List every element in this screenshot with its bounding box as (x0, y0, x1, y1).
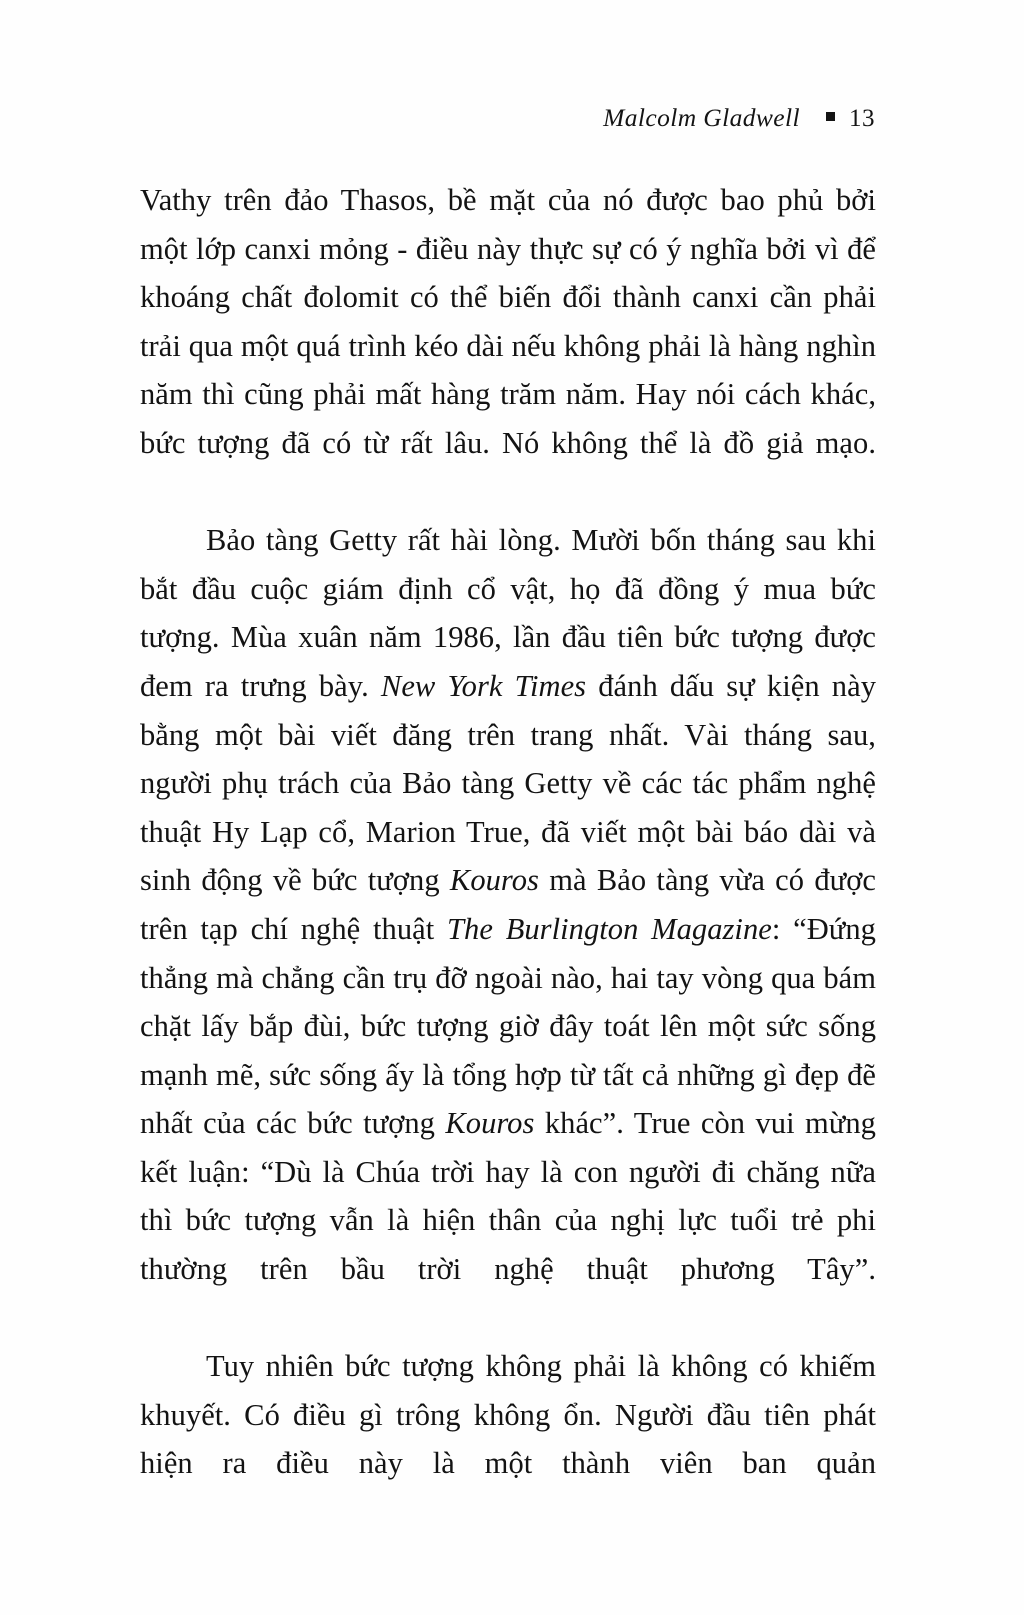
text-run: : “Đứng thẳng mà chẳng cần trụ đỡ ngoài nào, hai tay vòng qua bám chặt lấy bắp đùi, bức tượng giờ đây toát lên một sức sống mạnh mẽ, sức sống ấy là tổng hợp từ tất cả những gì đẹp đẽ nhất của các bức tượng (140, 911, 876, 1141)
text-run: Bảo tàng Getty rất hài lòng. Mười bốn tháng sau khi bắt đầu cuộc giám định cổ vật, họ đã đồng ý mua bức tượng. Mùa xuân năm 1986, lần đầu tiên bức tượng được đem ra trưng bày. (140, 523, 876, 703)
italic-title: Kouros (445, 1106, 535, 1141)
text-run: Tuy nhiên bức tượng không phải là không có khiếm khuyết. Có điều gì trông không ổn. Người đầu tiên phát hiện ra điều này là một thành viên ban quản (140, 1349, 876, 1481)
running-header (140, 103, 875, 143)
text-run: đánh dấu sự kiện này bằng một bài viết đăng trên trang nhất. Vài tháng sau, người phụ trách của Bảo tàng Getty về các tác phẩm nghệ thuật Hy Lạp cổ, Marion True, đã viết một bài báo dài và sinh động về bức tượng (140, 668, 876, 898)
paragraph-2 (140, 516, 876, 1342)
paragraph-3 (140, 1342, 876, 1536)
text-run: khác”. True còn vui mừng kết luận: “Dù là Chúa trời hay là con người đi chăng nữa thì bức tượng vẫn là hiện thân của nghị lực tuổi trẻ phi thường trên bầu trời nghệ thuật phương Tây”. (140, 1106, 876, 1287)
square-bullet-icon (826, 112, 835, 121)
body-text-block (140, 176, 876, 1537)
italic-title: Kouros (449, 863, 539, 898)
page-number: 13 (849, 105, 875, 132)
italic-title: New York Times (380, 668, 587, 703)
italic-title: The Burlington Magazine (447, 911, 772, 946)
text-run: mà Bảo tàng vừa có được trên tạp chí nghệ thuật (140, 863, 877, 946)
paragraph-1 (140, 176, 876, 516)
header-author: Malcolm Gladwell (603, 103, 800, 132)
text-run: Vathy trên đảo Thasos, bề mặt của nó được bao phủ bởi một lớp canxi mỏng - điều này thực sự có ý nghĩa bởi vì để khoáng chất đolomit có thể biến đổi thành canxi cần phải trải qua một quá trình kéo dài nếu không phải là hàng nghìn năm thì cũng phải mất hàng trăm năm. Hay nói cách khác, bức tượng đã có từ rất lâu. Nó không thể là đồ giả mạo. (140, 183, 876, 460)
